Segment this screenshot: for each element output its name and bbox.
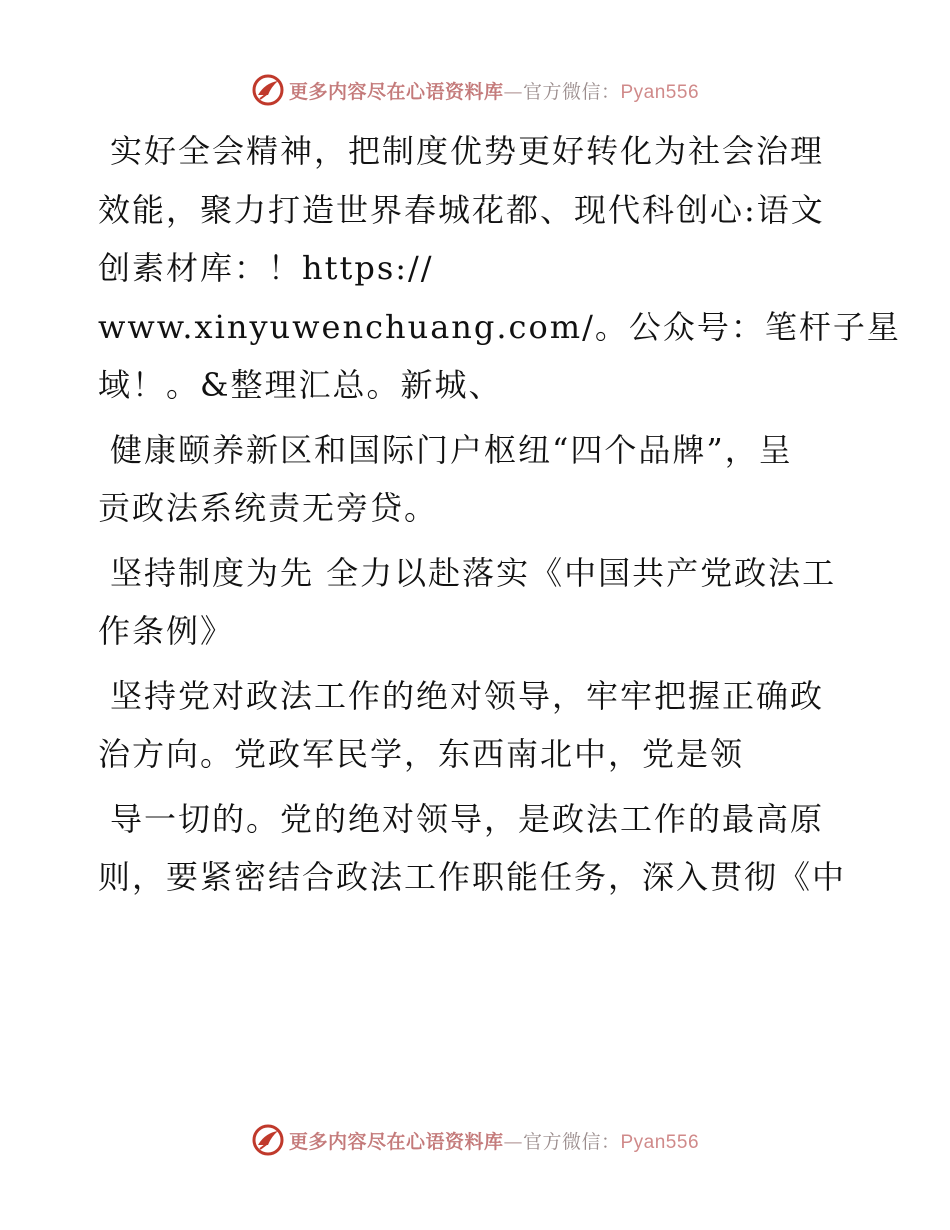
footer-wechat-id: Pyan556 [620,1131,700,1153]
footer-text [289,1127,699,1154]
text-line: 创素材库：！https:// [98,249,434,287]
text-line: 导一切的。党的绝对领导，是政法工作的最高原 [110,799,825,838]
header-site-name: 更多内容尽在心语资料库 [288,80,504,103]
paragraph-4 [98,790,868,907]
paragraph-1 [98,122,901,415]
header-dash: — [503,80,523,103]
text-line: 治方向。党政军民学，东西南北中，党是领 [98,735,745,773]
footer-dash: — [503,1130,523,1153]
header-wechat-id: Pyan556 [620,81,700,103]
header-banner [0,70,950,110]
paragraph-3 [98,667,868,784]
text-line: 域！。&整理汇总。新城、 [98,366,503,404]
text-line: 作条例》 [98,612,235,650]
document-body [98,122,901,913]
header-wechat-label: 官方微信： [522,80,621,103]
text-line: 贡政法系统责无旁贷。 [98,489,439,527]
text-line: 坚持制度为先 全力以赴落实《中国共产党政法工 [110,553,837,592]
text-line: 坚持党对政法工作的绝对领导，牢牢把握正确政 [110,676,825,715]
text-line: 实好全会精神，把制度优势更好转化为社会治理 [110,132,825,170]
pen-logo-icon [251,1123,285,1157]
paragraph-2 [98,421,868,538]
footer-site-name: 更多内容尽在心语资料库 [288,1130,504,1153]
header-text [289,77,699,104]
text-line: 健康颐养新区和国际门户枢纽“四个品牌”，呈 [110,430,793,469]
text-line: 效能，聚力打造世界春城花都、现代科创心:语文 [98,190,825,229]
footer-wechat-label: 官方微信： [522,1130,621,1153]
footer-banner [0,1120,950,1160]
text-line: www.xinyuwenchuang.com/。公众号：笔杆子星 [98,307,901,346]
text-line: 则，要紧密结合政法工作职能任务，深入贯彻《中 [98,858,847,896]
section-heading [98,544,868,661]
pen-logo-icon [251,73,285,107]
